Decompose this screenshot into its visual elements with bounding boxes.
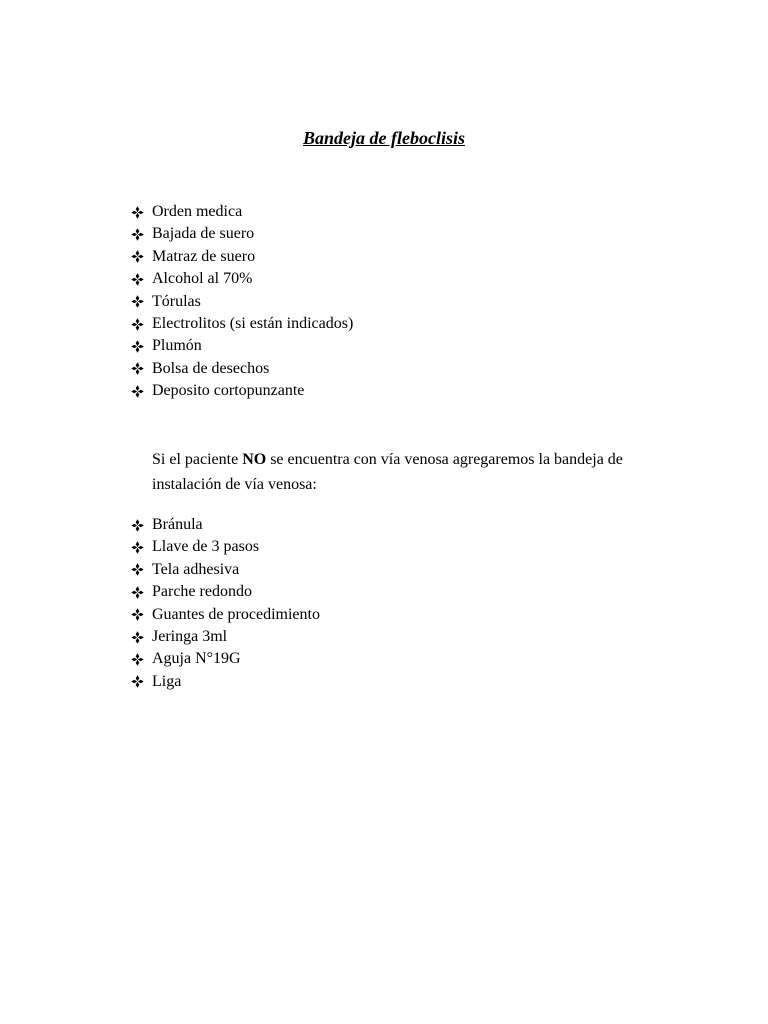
list-item-text: Electrolitos (si están indicados) bbox=[152, 314, 354, 332]
list-item bbox=[131, 604, 320, 626]
list-item-text: Bolsa de desechos bbox=[152, 359, 270, 377]
list-item bbox=[131, 559, 320, 581]
paragraph-emphasis: NO bbox=[242, 451, 267, 468]
four-diamond-bullet-icon bbox=[131, 206, 144, 219]
list-item-text: Tórulas bbox=[152, 292, 201, 310]
list-item-text: Liga bbox=[152, 672, 182, 690]
instruction-paragraph bbox=[152, 447, 672, 497]
list-item bbox=[131, 291, 353, 313]
list-item-text: Parche redondo bbox=[152, 583, 252, 601]
list-item-text: Plumón bbox=[152, 337, 202, 355]
four-diamond-bullet-icon bbox=[131, 362, 144, 375]
paragraph-text-start: Si el paciente bbox=[152, 451, 243, 468]
four-diamond-bullet-icon bbox=[131, 250, 144, 263]
list-item-text: Aguja N°19G bbox=[152, 650, 241, 668]
list-item bbox=[131, 380, 353, 402]
four-diamond-bullet-icon bbox=[131, 608, 144, 621]
venous-line-list bbox=[131, 514, 320, 693]
four-diamond-bullet-icon bbox=[131, 318, 144, 331]
list-item bbox=[131, 648, 320, 670]
list-item-text: Bajada de suero bbox=[152, 225, 255, 243]
four-diamond-bullet-icon bbox=[131, 631, 144, 644]
list-item bbox=[131, 268, 353, 290]
materials-list bbox=[131, 201, 353, 403]
list-item bbox=[131, 313, 353, 335]
four-diamond-bullet-icon bbox=[131, 675, 144, 688]
list-item-text: Llave de 3 pasos bbox=[152, 538, 260, 556]
four-diamond-bullet-icon bbox=[131, 273, 144, 286]
list-item-text: Tela adhesiva bbox=[152, 560, 240, 578]
document-title: Bandeja de fleboclisis bbox=[303, 128, 465, 148]
four-diamond-bullet-icon bbox=[131, 340, 144, 353]
list-item-text: Deposito cortopunzante bbox=[152, 382, 305, 400]
four-diamond-bullet-icon bbox=[131, 541, 144, 554]
list-item bbox=[131, 358, 353, 380]
list-item-text: Bránula bbox=[152, 516, 203, 533]
list-item bbox=[131, 223, 353, 245]
four-diamond-bullet-icon bbox=[131, 385, 144, 398]
list-item bbox=[131, 671, 320, 693]
list-item bbox=[131, 536, 320, 558]
list-item-text: Matraz de suero bbox=[152, 247, 256, 265]
list-item bbox=[131, 335, 353, 357]
list-item bbox=[131, 514, 320, 536]
paragraph-text-end: se encuentra con vía venosa agregaremos la bandeja de instalación de vía venosa: bbox=[152, 451, 623, 493]
list-item bbox=[131, 581, 320, 603]
list-item bbox=[131, 246, 353, 268]
four-diamond-bullet-icon bbox=[131, 519, 144, 532]
four-diamond-bullet-icon bbox=[131, 563, 144, 576]
four-diamond-bullet-icon bbox=[131, 586, 144, 599]
list-item bbox=[131, 626, 320, 648]
list-item-text: Guantes de procedimiento bbox=[152, 605, 320, 623]
list-item bbox=[131, 201, 353, 223]
list-item-text: Jeringa 3ml bbox=[152, 627, 228, 645]
list-item-text: Orden medica bbox=[152, 203, 243, 220]
four-diamond-bullet-icon bbox=[131, 295, 144, 308]
list-item-text: Alcohol al 70% bbox=[152, 270, 253, 288]
four-diamond-bullet-icon bbox=[131, 228, 144, 241]
four-diamond-bullet-icon bbox=[131, 653, 144, 666]
